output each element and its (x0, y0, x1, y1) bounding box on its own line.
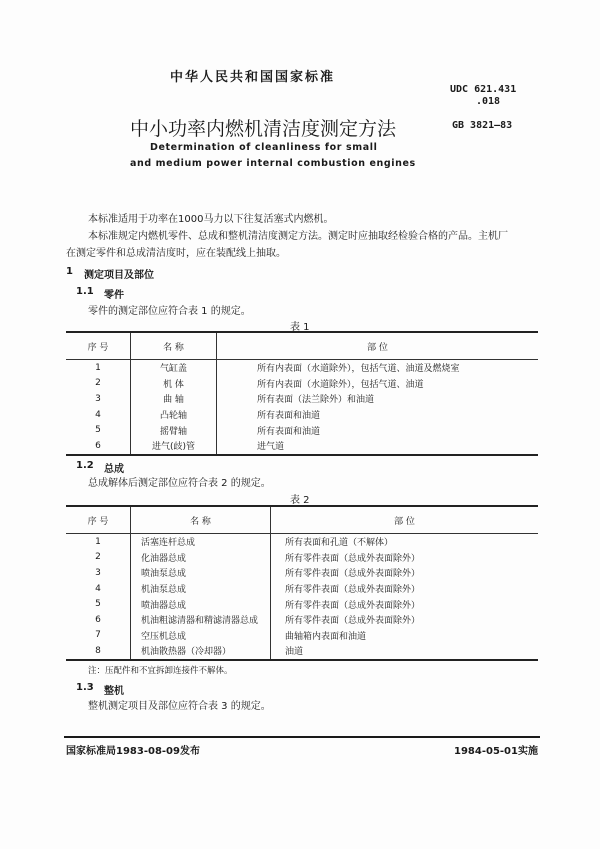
table-row (66, 612, 538, 628)
cell-index: 8 (66, 643, 131, 660)
table-row (66, 596, 538, 612)
section-1-2-num: 1.2 (76, 460, 94, 471)
cell-location: 所有零件表面（总成外表面除外） (285, 585, 421, 596)
cell-location: 曲轴箱内表面和油道 (285, 631, 367, 642)
table-row (66, 581, 538, 597)
section-1-3-num: 1.3 (76, 682, 94, 693)
cell-location: 所有零件表面（总成外表面除外） (285, 616, 421, 627)
section-1-2-text: 总成解体后测定部位应符合表 2 的规定。 (88, 478, 271, 489)
cell-index: 6 (66, 438, 131, 455)
section-1-3-text: 整机测定项目及部位应符合表 3 的规定。 (88, 701, 271, 712)
intro-p2-cont: 在测定零件和总成清洁度时，应在装配线上抽取。 (66, 248, 286, 259)
table2-note: 注：压配件和不宜拆卸连接件不解体。 (88, 666, 233, 676)
table-row (66, 534, 538, 550)
issuing-org: 中华人民共和国国家标准 (170, 70, 336, 85)
table-row (66, 628, 538, 644)
cell-location: 所有零件表面（总成外表面除外） (285, 553, 421, 564)
cell-location: 进气道 (257, 442, 285, 453)
table-row (66, 643, 538, 660)
section-1-1-title: 零件 (104, 290, 124, 301)
cell-name: 进气(歧)管 (131, 438, 217, 455)
table-1 (66, 331, 538, 456)
section-1-title: 测定项目及部位 (84, 270, 154, 281)
table-row (66, 376, 538, 392)
cell-location: 所有表面和油道 (257, 411, 321, 422)
cell-name: 机油粗滤清器和精滤清器总成 (131, 612, 271, 628)
intro-p2: 本标准规定内燃机零件、总成和整机清洁度测定方法。测定时应抽取经检验合格的产品。主机厂 (88, 231, 508, 242)
cell-location: 所有零件表面（总成外表面除外） (285, 569, 421, 580)
cell-index: 5 (66, 596, 131, 612)
section-1-num: 1 (66, 266, 73, 277)
cell-index: 2 (66, 550, 131, 566)
cell-name: 机油泵总成 (131, 581, 271, 597)
issue-date: 国家标准局1983-08-09发布 (66, 746, 200, 757)
cell-name: 机油散热器（冷却器） (131, 643, 271, 660)
section-1-3-title: 整机 (104, 686, 124, 697)
udc-code: UDC 621.431 (450, 84, 517, 95)
cell-index: 4 (66, 581, 131, 597)
cell-name: 曲 轴 (131, 391, 217, 407)
table-row (66, 550, 538, 566)
table-row (66, 565, 538, 581)
table-row (66, 422, 538, 438)
cell-name: 喷油泵总成 (131, 565, 271, 581)
footer-rule (64, 736, 540, 738)
cell-location: 所有零件表面（总成外表面除外） (285, 600, 421, 611)
cell-location: 油道 (285, 647, 304, 658)
cell-name: 活塞连杆总成 (131, 534, 271, 550)
cell-index: 6 (66, 612, 131, 628)
col-header-name: 名 称 (131, 506, 271, 534)
table-row (66, 407, 538, 423)
section-1-2-title: 总成 (104, 464, 124, 475)
cell-index: 1 (66, 360, 131, 376)
cell-location: 所有表面和油道 (257, 426, 321, 437)
cell-index: 4 (66, 407, 131, 423)
cell-index: 1 (66, 534, 131, 550)
cell-index: 7 (66, 628, 131, 644)
title-en-1: Determination of cleanliness for small (150, 142, 378, 153)
col-header-index: 序 号 (66, 332, 131, 360)
col-header-location: 部 位 (394, 516, 415, 527)
cell-index: 3 (66, 565, 131, 581)
title-en-2: and medium power internal combustion engines (130, 158, 416, 169)
table-row (66, 391, 538, 407)
table2-caption: 表 2 (290, 495, 310, 506)
cell-index: 2 (66, 376, 131, 392)
cell-name: 气缸盖 (131, 360, 217, 376)
section-1-1-num: 1.1 (76, 286, 94, 297)
table-row (66, 438, 538, 455)
cell-location: 所有内表面（水道除外），包括气道、油道及燃烧室 (257, 364, 460, 375)
intro-p1: 本标准适用于功率在1000马力以下往复活塞式内燃机。 (88, 214, 334, 225)
cell-name: 凸轮轴 (131, 407, 217, 423)
cell-location: 所有表面和孔道（不解体） (285, 538, 394, 549)
udc-code-suffix: .018 (476, 96, 501, 107)
cell-name: 机 体 (131, 376, 217, 392)
standard-code: GB 3821—83 (452, 120, 513, 131)
cell-name: 摇臂轴 (131, 422, 217, 438)
col-header-name: 名 称 (131, 332, 217, 360)
table-row (66, 360, 538, 376)
section-1-1-text: 零件的测定部位应符合表 1 的规定。 (88, 306, 251, 317)
cell-name: 喷油器总成 (131, 596, 271, 612)
table-2 (66, 505, 538, 661)
title-cn: 中小功率内燃机清洁度测定方法 (130, 118, 397, 140)
cell-index: 5 (66, 422, 131, 438)
cell-name: 化油器总成 (131, 550, 271, 566)
cell-name: 空压机总成 (131, 628, 271, 644)
effective-date: 1984-05-01实施 (454, 746, 538, 757)
col-header-location: 部 位 (367, 342, 388, 353)
col-header-index: 序 号 (66, 506, 131, 534)
cell-location: 所有表面（法兰除外）和油道 (257, 395, 375, 406)
cell-index: 3 (66, 391, 131, 407)
cell-location: 所有内表面（水道除外），包括气道、油道 (257, 379, 424, 390)
table1-caption: 表 1 (290, 322, 310, 333)
